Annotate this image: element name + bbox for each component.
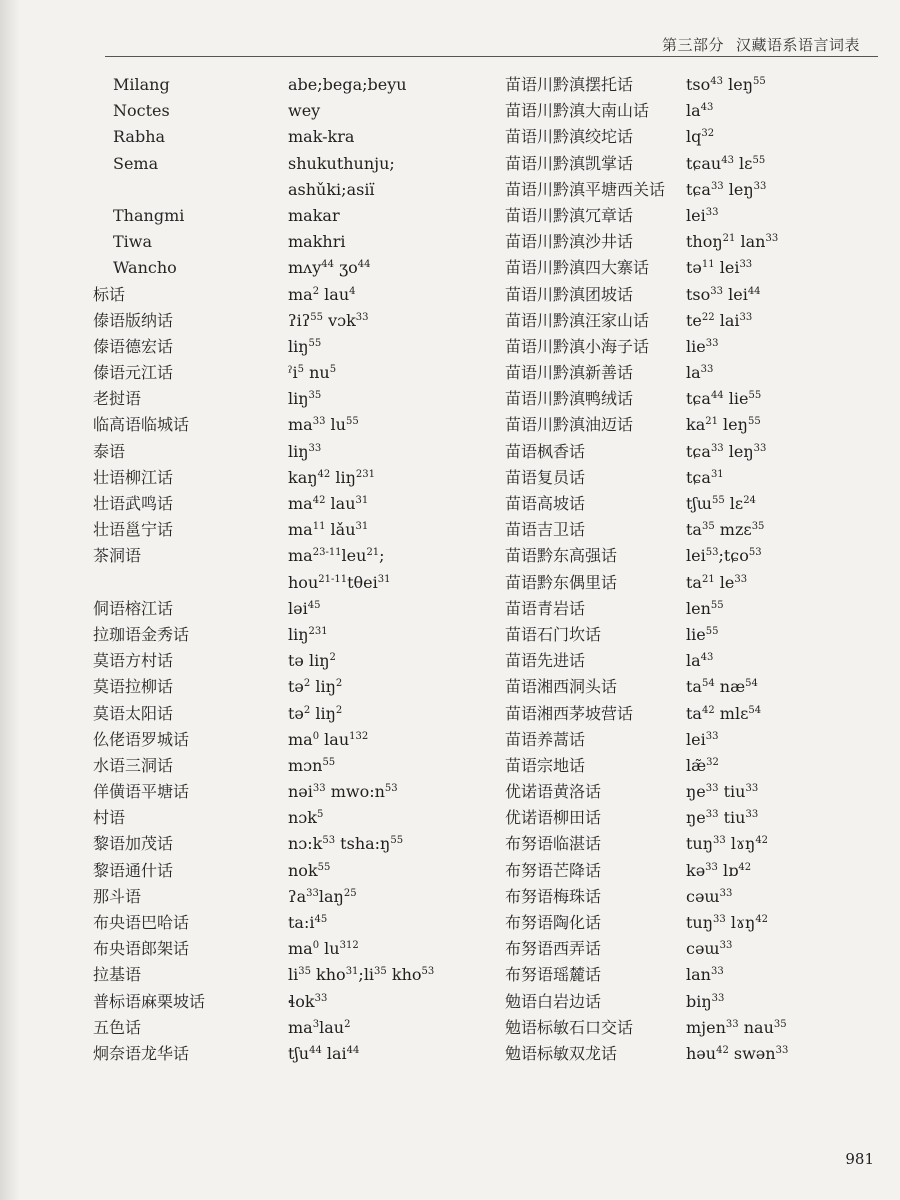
left-form: makhri (288, 232, 346, 252)
right-term: 勉语白岩边话 (505, 991, 602, 1011)
left-form: tə$^2$ liŋ$^2$ (288, 677, 343, 697)
left-term: 老挝语 (93, 389, 142, 409)
right-term: 苗语宗地话 (505, 755, 586, 775)
left-form: liŋ$^{55}$ (288, 336, 322, 356)
left-term: 标话 (93, 284, 126, 304)
right-term: 苗语吉卫话 (505, 520, 586, 540)
left-term (93, 570, 283, 596)
right-form: $la^{43}$ (686, 101, 714, 121)
left-term: 拉基语 (93, 965, 142, 985)
right-term: 苗语川黔滇汪家山话 (505, 310, 650, 330)
left-form: ʔa$^{33}$laŋ$^{25}$ (288, 886, 357, 906)
right-term: 苗语川黔滇团坡话 (505, 284, 634, 304)
right-form: $ta^{35}$ mzɛ$^{35}$ (686, 520, 765, 540)
left-form: makar (288, 205, 340, 225)
right-form: lei$^{53}$;tɕo$^{53}$ (686, 546, 762, 566)
right-term: 苗语川黔滇鸭绒话 (505, 389, 634, 409)
right-term: 布努语梅珠话 (505, 886, 602, 906)
left-term: 五色话 (93, 1017, 142, 1037)
left-term: 黎语加茂话 (93, 834, 174, 854)
right-form: mjen$^{33}$ nau$^{35}$ (686, 1017, 787, 1037)
left-term: 佯僙语平塘话 (93, 782, 190, 802)
left-term: 那斗语 (93, 886, 142, 906)
right-form: tuŋ$^{33}$ lɤŋ$^{42}$ (686, 913, 769, 932)
left-form: kaŋ$^{42}$ liŋ$^{231}$ (288, 467, 375, 487)
left-form: liŋ$^{33}$ (288, 441, 322, 461)
left-form: tʃu$^{44}$ lai$^{44}$ (288, 1043, 360, 1063)
right-term: 苗语枫香话 (505, 441, 586, 461)
header-part: 第三部分 (661, 36, 724, 54)
right-term: 苗语川黔滇凯掌话 (505, 153, 634, 173)
right-form: tɕa$^{33}$ leŋ$^{33}$ (686, 179, 767, 199)
right-term: 布努语临湛话 (505, 834, 602, 854)
right-form: $ka^{21}$ leŋ$^{55}$ (686, 415, 761, 435)
right-term: 苗语黔东高强话 (505, 546, 618, 566)
right-term: 苗语川黔滇冗章话 (505, 205, 634, 225)
left-term: 壮语柳江话 (93, 467, 174, 487)
left-term: 布央语郎架话 (93, 939, 190, 959)
left-term: Milang (113, 75, 170, 94)
left-term: 普标语麻栗坡话 (93, 991, 206, 1011)
left-form: $ma^{33}$ $lu^{55}$ (288, 415, 359, 435)
left-term: Sema (113, 153, 159, 173)
right-term: 苗语川黔滇平塘西关话 (505, 179, 666, 199)
left-term: 水语三洞话 (93, 755, 174, 775)
left-term: 莫语方村话 (93, 651, 174, 671)
right-term: 苗语青岩话 (505, 598, 586, 618)
left-form: mʌy$^{44}$ ʒo$^{44}$ (288, 258, 371, 278)
right-form: kə$^{33}$ lɒ$^{42}$ (686, 860, 752, 880)
left-form: $ma^{42}$ lau$^{31}$ (288, 494, 369, 513)
right-form: len$^{55}$ (686, 598, 724, 618)
right-form: biŋ$^{33}$ (686, 991, 725, 1011)
right-form: cəɯ$^{33}$ (686, 939, 733, 959)
left-form: ʔiʔ$^{55}$ vɔk$^{33}$ (288, 310, 369, 330)
header-title: 汉藏语系语言词表 (735, 36, 860, 54)
header-rule (105, 56, 878, 57)
right-term: 布努语芒降话 (505, 860, 602, 880)
left-form: hou$^{21-11}$tθei$^{31}$ (288, 572, 391, 592)
right-form: tuŋ$^{33}$ lɤŋ$^{42}$ (686, 834, 769, 854)
right-form: $ta^{42}$ mlɛ$^{54}$ (686, 703, 762, 723)
right-term: 苗语黔东偶里话 (505, 572, 618, 592)
left-term: 临高语临城话 (93, 415, 190, 435)
right-form: həu$^{42}$ swən$^{33}$ (686, 1043, 789, 1063)
right-term: 苗语川黔滇油迈话 (505, 415, 634, 435)
right-form: $lq^{32}$ (686, 127, 715, 147)
left-term: Wancho (113, 258, 177, 278)
left-term: 傣语德宏话 (93, 336, 174, 356)
left-form-column (288, 72, 503, 1067)
left-form: $ma^3lau^2$ (288, 1017, 351, 1037)
left-form: ˀi$^5$ $nu^5$ (288, 363, 337, 383)
left-term: 莫语拉柳话 (93, 677, 174, 697)
left-form: $ma^{11}$ lǎu$^{31}$ (288, 520, 369, 540)
left-term: 布央语巴哈话 (93, 913, 190, 932)
right-form: $ŋe^{33}$ tiu$^{33}$ (686, 782, 759, 802)
left-term: 炯奈语龙华话 (93, 1043, 190, 1063)
left-form: liŋ$^{35}$ (288, 389, 322, 409)
running-header (662, 34, 860, 55)
left-term: 壮语邕宁话 (93, 520, 174, 540)
left-term: 傣语元江话 (93, 363, 174, 383)
right-form: cəɯ$^{33}$ (686, 886, 733, 906)
left-form: abe;bega;beyu (288, 75, 407, 94)
right-form: tə$^{11}$ lei$^{33}$ (686, 258, 753, 278)
right-form: $la^{43}$ (686, 651, 714, 671)
right-form: tʃɯ$^{55}$ lɛ$^{24}$ (686, 494, 756, 513)
left-form: ashǔki;asiï (288, 179, 375, 199)
left-form: shukuthunju; (288, 153, 395, 173)
right-form: tɕau$^{43}$ lɛ$^{55}$ (686, 153, 766, 173)
left-term: 壮语武鸣话 (93, 494, 174, 513)
page-gutter-shadow (0, 0, 20, 1200)
right-form: tso$^{33}$ lei$^{44}$ (686, 284, 761, 304)
right-term: 苗语川黔滇摆托话 (505, 75, 634, 94)
right-form: $ta^{21}$ $le^{33}$ (686, 572, 748, 592)
left-term: 侗语榕江话 (93, 598, 174, 618)
right-term: 苗语川黔滇沙井话 (505, 232, 634, 252)
right-term: 苗语养蒿话 (505, 729, 586, 749)
right-term: 苗语川黔滇新善话 (505, 363, 634, 383)
left-form: ləi$^{45}$ (288, 598, 321, 618)
left-form: nɔk$^5$ (288, 808, 324, 828)
left-form: $li^{35}$ $kho^{31};li^{35}$ kho$^{53}$ (288, 965, 435, 985)
left-form: liŋ$^{231}$ (288, 624, 328, 644)
left-term: 泰语 (93, 441, 126, 461)
left-form: nok$^{55}$ (288, 860, 331, 880)
left-term: Rabha (113, 127, 166, 147)
right-term: 苗语石门坎话 (505, 624, 602, 644)
right-form: tɕa$^{44}$ lie$^{55}$ (686, 389, 762, 409)
left-form: $ma^2$ lau$^4$ (288, 284, 356, 304)
left-form: $ma^0$ lau$^{132}$ (288, 729, 369, 749)
right-form: lei$^{33}$ (686, 729, 719, 749)
left-term: 仫佬语罗城话 (93, 729, 190, 749)
left-term: Tiwa (113, 232, 153, 252)
right-form: $ta^{54}$ $næ^{54}$ (686, 677, 758, 697)
right-form: læ̃$^{32}$ (686, 755, 719, 775)
right-form: $ŋe^{33}$ tiu$^{33}$ (686, 808, 759, 828)
right-form: lan$^{33}$ (686, 965, 724, 985)
right-term: 优诺语黄洛话 (505, 782, 602, 802)
right-term: 布努语瑶麓话 (505, 965, 602, 985)
left-term: 傣语版纳话 (93, 310, 174, 330)
right-form: tɕa$^{31}$ (686, 467, 724, 487)
left-term (93, 177, 283, 203)
right-form: $te^{22}$ lai$^{33}$ (686, 310, 753, 330)
right-term: 苗语高坡话 (505, 494, 586, 513)
right-term: 布努语陶化话 (505, 913, 602, 932)
right-form: lie$^{55}$ (686, 624, 719, 644)
left-term: 茶洞语 (93, 546, 142, 566)
right-term-column (505, 72, 690, 1067)
left-term: 拉珈语金秀话 (93, 624, 190, 644)
right-form: tso$^{43}$ leŋ$^{55}$ (686, 75, 766, 94)
right-term: 苗语川黔滇绞坨话 (505, 127, 634, 147)
left-form: wey (288, 101, 321, 121)
right-form: thoŋ$^{21}$ lan$^{33}$ (686, 232, 779, 252)
left-form: $ma^0$ $lu^{312}$ (288, 939, 359, 959)
right-term: 苗语先进话 (505, 651, 586, 671)
right-form: tɕa$^{33}$ leŋ$^{33}$ (686, 441, 767, 461)
left-term-column (93, 72, 283, 1067)
right-form: lie$^{33}$ (686, 336, 719, 356)
left-form: $ta:i^{45}$ (288, 913, 328, 932)
right-term: 苗语湘西洞头话 (505, 677, 618, 697)
right-form-column (686, 72, 876, 1067)
left-form: ɬok$^{33}$ (288, 991, 328, 1011)
left-form: mak-kra (288, 127, 355, 147)
right-term: 苗语川黔滇大南山话 (505, 101, 650, 121)
left-form: $nɔ:k^{53}$ $tsha:ŋ^{55}$ (288, 834, 404, 854)
right-term: 布努语西弄话 (505, 939, 602, 959)
right-form: lei$^{33}$ (686, 205, 719, 225)
left-form: tə$^2$ liŋ$^2$ (288, 703, 343, 723)
left-form: mɔn$^{55}$ (288, 755, 336, 775)
left-term: Noctes (113, 101, 170, 121)
right-term: 勉语标敏石口交话 (505, 1017, 634, 1037)
right-form: $la^{33}$ (686, 363, 714, 383)
left-form: tə liŋ$^2$ (288, 651, 336, 671)
right-term: 优诺语柳田话 (505, 808, 602, 828)
page-number: 981 (845, 1150, 874, 1168)
right-term: 勉语标敏双龙话 (505, 1043, 618, 1063)
left-term: 莫语太阳话 (93, 703, 174, 723)
left-term: 村语 (93, 808, 126, 828)
left-term: Thangmi (113, 205, 185, 225)
left-form: nəi$^{33}$ $mwo:n^{53}$ (288, 782, 398, 802)
left-term: 黎语通什话 (93, 860, 174, 880)
right-term: 苗语川黔滇小海子话 (505, 336, 650, 356)
right-term: 苗语湘西茅坡营话 (505, 703, 634, 723)
left-form: $ma^{23-11}leu^{21}$; (288, 546, 385, 566)
right-term: 苗语川黔滇四大寨话 (505, 258, 650, 278)
right-term: 苗语复员话 (505, 467, 586, 487)
